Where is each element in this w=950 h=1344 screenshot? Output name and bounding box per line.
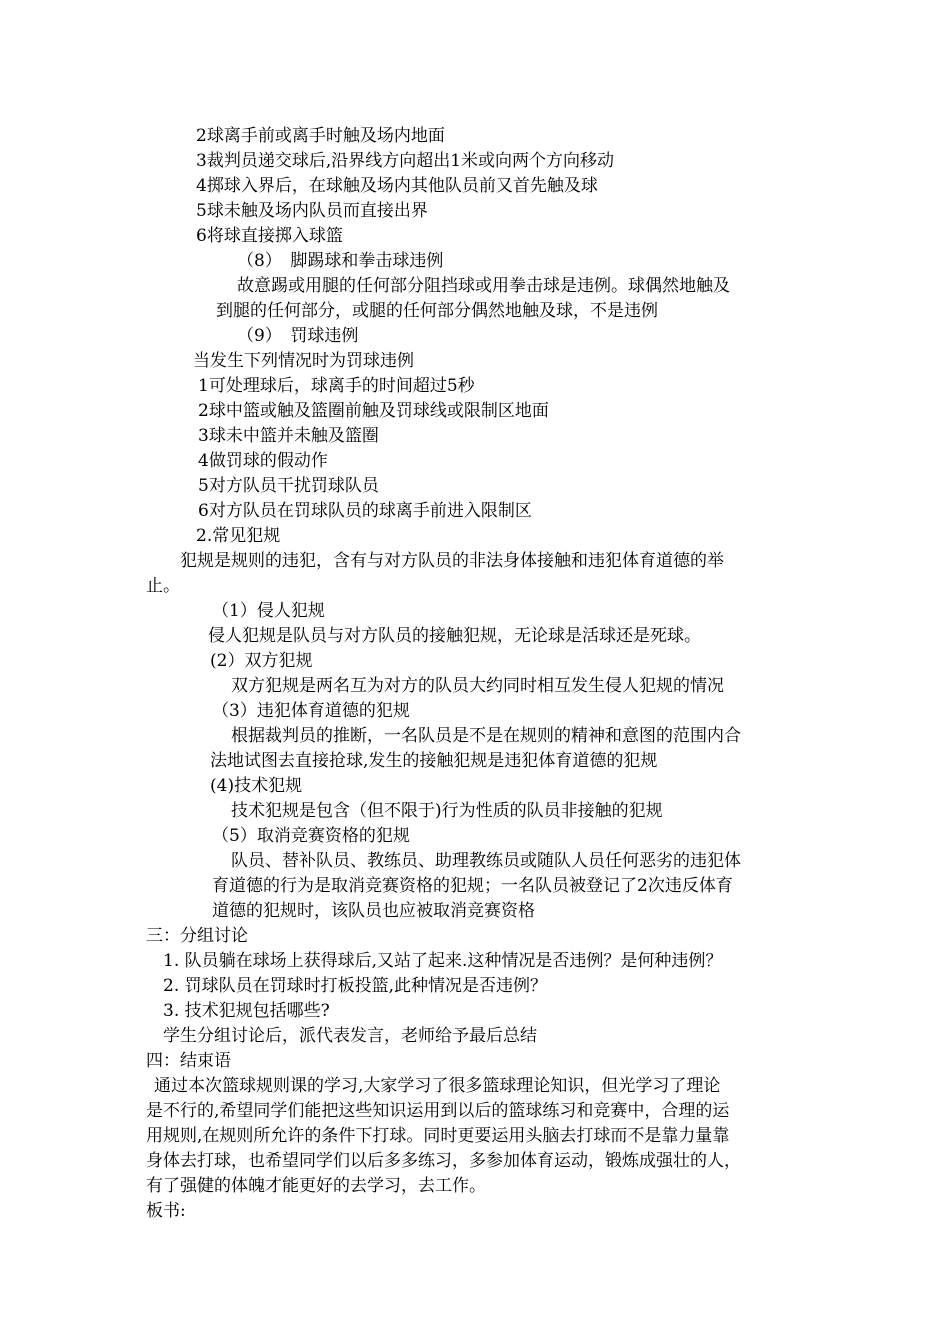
text-line: 犯规是规则的违犯，含有与对方队员的非法身体接触和违犯体育道德的举 — [180, 551, 724, 571]
text-line: 技术犯规是包含（但不限于)行为性质的队员非接触的犯规 — [231, 801, 663, 821]
text-line: 止。 — [146, 576, 180, 596]
section-heading: （1）侵人犯规 — [212, 601, 325, 621]
text-line: 根据裁判员的推断，一名队员是不是在规则的精神和意图的范围内合 — [231, 726, 741, 746]
section-heading: 2.常见犯规 — [196, 526, 281, 546]
text-line: 3球未中篮并未触及篮圈 — [198, 426, 379, 446]
text-line: 到腿的任何部分，或腿的任何部分偶然地触及球，不是违例 — [216, 301, 658, 321]
section-heading: （9） 罚球违例 — [237, 326, 359, 346]
text-line: 6将球直接掷入球篮 — [196, 226, 343, 246]
list-item: 2. 罚球队员在罚球时打板投篮,此种情况是否违例？ — [163, 976, 548, 996]
text-line: 有了强健的体魄才能更好的去学习，去工作。 — [146, 1176, 486, 1196]
list-item: 3. 技术犯规包括哪些? — [163, 1001, 330, 1021]
text-line: 2球离手前或离手时触及场内地面 — [196, 126, 445, 146]
text-line: 5球未触及场内队员而直接出界 — [196, 201, 428, 221]
text-line: 用规则,在规则所允许的条件下打球。同时更要运用头脑去打球而不是靠力量靠 — [146, 1126, 730, 1146]
text-line: 队员、替补队员、教练员、助理教练员或随队人员任何恶劣的违犯体 — [231, 851, 741, 871]
list-item: 1. 队员躺在球场上获得球后,又站了起来.这种情况是否违例？是何种违例？ — [163, 951, 723, 971]
text-line: 2球中篮或触及篮圈前触及罚球线或限制区地面 — [198, 401, 549, 421]
text-line: 学生分组讨论后，派代表发言，老师给予最后总结 — [163, 1026, 537, 1046]
text-line: 侵人犯规是队员与对方队员的接触犯规，无论球是活球还是死球。 — [208, 626, 701, 646]
text-line: 身体去打球，也希望同学们以后多多练习，多参加体育运动，锻炼成强壮的人， — [146, 1151, 741, 1171]
section-heading: （3）违犯体育道德的犯规 — [212, 701, 410, 721]
section-heading: 板书: — [146, 1201, 186, 1221]
section-heading: (2）双方犯规 — [210, 651, 313, 671]
text-line: 当发生下列情况时为罚球违例 — [193, 351, 414, 371]
text-line: 4掷球入界后，在球触及场内其他队员前又首先触及球 — [196, 176, 598, 196]
section-heading: 四：结束语 — [146, 1051, 231, 1071]
text-line: 法地试图去直接抢球,发生的接触犯规是违犯体育道德的犯规 — [210, 751, 658, 771]
text-line: 5对方队员干扰罚球队员 — [198, 476, 379, 496]
text-line: 道德的犯规时，该队员也应被取消竞赛资格 — [212, 901, 535, 921]
text-line: 通过本次篮球规则课的学习,大家学习了很多篮球理论知识，但光学习了理论 — [154, 1076, 721, 1096]
text-line: 是不行的,希望同学们能把这些知识运用到以后的篮球练习和竞赛中，合理的运 — [146, 1101, 730, 1121]
section-heading: (4)技术犯规 — [210, 776, 303, 796]
text-line: 故意踢或用腿的任何部分阻挡球或用拳击球是违例。球偶然地触及 — [237, 276, 730, 296]
text-line: 6对方队员在罚球队员的球离手前进入限制区 — [198, 501, 532, 521]
text-line: 1可处理球后，球离手的时间超过5秒 — [198, 376, 475, 396]
text-line: 双方犯规是两名互为对方的队员大约同时相互发生侵人犯规的情况 — [231, 676, 724, 696]
text-line: 3裁判员递交球后,沿界线方向超出1米或向两个方向移动 — [196, 151, 615, 171]
section-heading: （8） 脚踢球和拳击球违例 — [237, 251, 444, 271]
section-heading: （5）取消竞赛资格的犯规 — [212, 826, 410, 846]
text-line: 4做罚球的假动作 — [198, 451, 328, 471]
section-heading: 三：分组讨论 — [146, 926, 248, 946]
text-line: 育道德的行为是取消竞赛资格的犯规；一名队员被登记了2次违反体育 — [212, 876, 733, 896]
